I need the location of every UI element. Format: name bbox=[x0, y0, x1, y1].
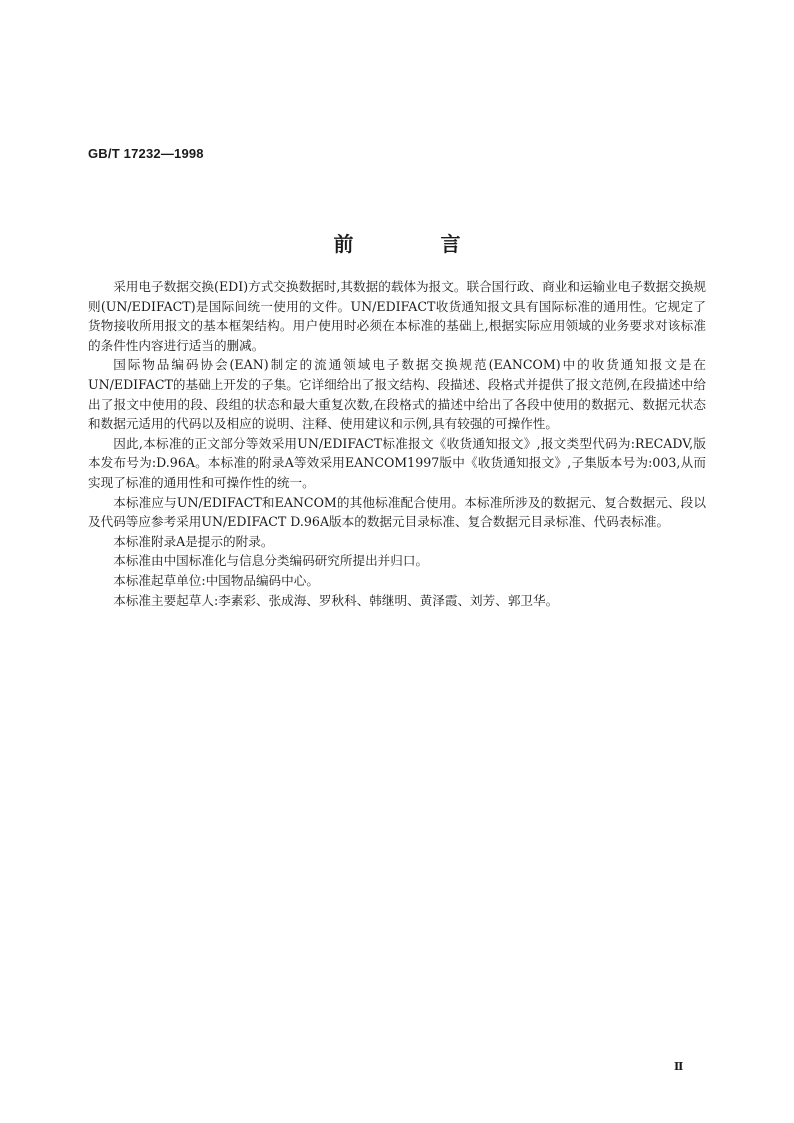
paragraph: 本标准由中国标准化与信息分类编码研究所提出并归口。 bbox=[113, 553, 429, 569]
page-title: 前 言 bbox=[333, 232, 501, 256]
paragraph: 本标准应与UN/EDIFACT和EANCOM的其他标准配合使用。本标准所涉及的数据元、复合数据元、段以及代码等应参考采用UN/EDIFACT D.96A版本的数据元目录标准、复合数据元目录标准、代码表标准。 bbox=[88, 494, 706, 530]
paragraph: 本标准主要起草人:李素彩、张成海、罗秋科、韩继明、黄泽霞、刘芳、郭卫华。 bbox=[113, 592, 559, 608]
document-body bbox=[88, 277, 706, 610]
standard-code: GB/T 17232—1998 bbox=[88, 146, 204, 161]
paragraph: 因此,本标准的正文部分等效采用UN/EDIFACT标准报文《收货通知报文》,报文类型代码为:RECADV,版本发布号为:D.96A。本标准的附录A等效采用EANCOM1997版中《收货通知报文》,子集版本号为:003,从而实现了标准的通用性和可操作性的统一。 bbox=[88, 435, 706, 490]
paragraph: 采用电子数据交换(EDI)方式交换数据时,其数据的载体为报文。联合国行政、商业和运输业电子数据交换规则(UN/EDIFACT)是国际间统一使用的文件。UN/EDIFACT收货通知报文具有国际标准的通用性。它规定了货物接收所用报文的基本框架结构。用户使用时必须在本标准的基础上,根据实际应用领域的业务要求对该标准的条件性内容进行适当的删减。 bbox=[88, 279, 706, 353]
paragraph: 本标准起草单位:中国物品编码中心。 bbox=[113, 572, 319, 588]
page-number: Ⅱ bbox=[674, 1060, 684, 1073]
paragraph: 国际物品编码协会(EAN)制定的流通领域电子数据交换规范(EANCOM)中的收货通知报文是在UN/EDIFACT的基础上开发的子集。它详细给出了报文结构、段描述、段格式并提供了报文范例,在段描述中给出了报文中使用的段、段组的状态和最大重复次数,在段格式的描述中给出了各段中使用的数据元、数据元状态和数据元适用的代码以及相应的说明、注释、使用建议和示例,具有较强的可操作性。 bbox=[88, 357, 706, 432]
paragraph: 本标准附录A是提示的附录。 bbox=[113, 533, 274, 549]
